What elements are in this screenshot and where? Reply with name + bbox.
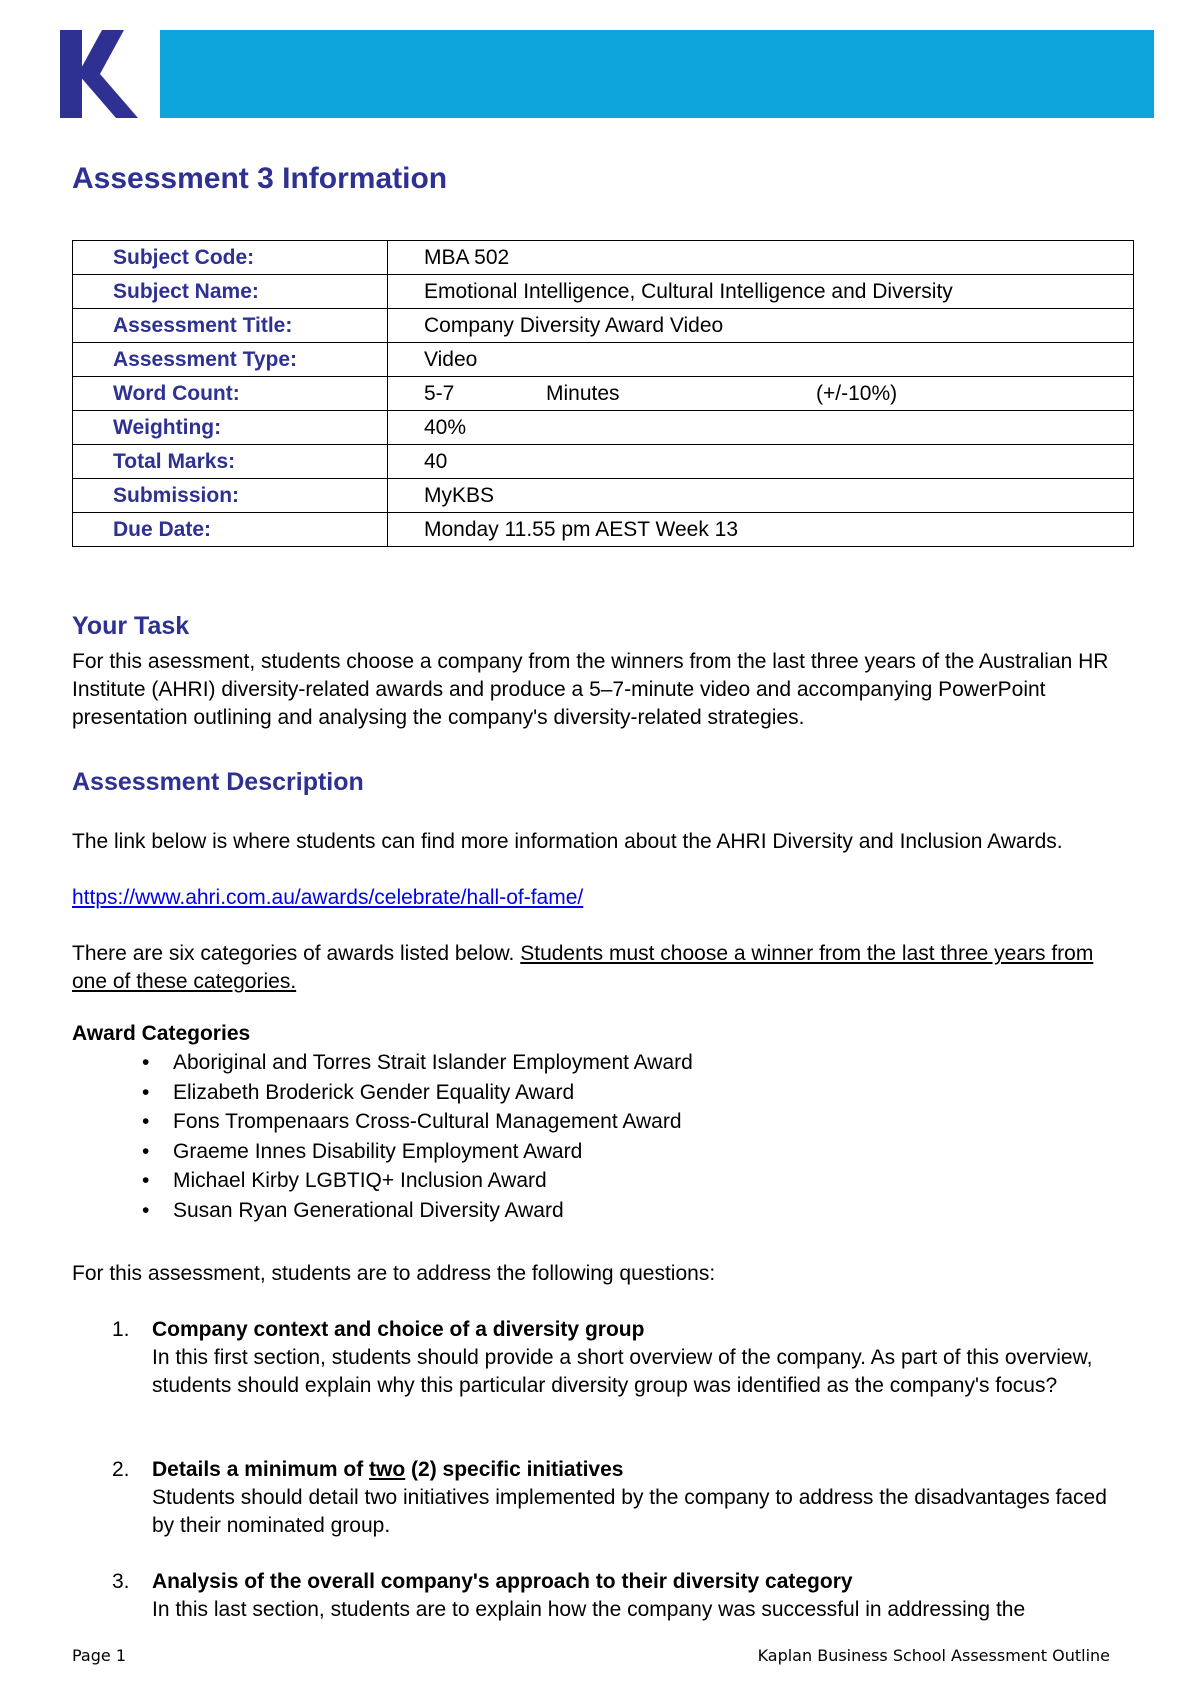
table-row (73, 445, 1134, 479)
footer-organisation: Kaplan Business School Assessment Outline (757, 1646, 1110, 1665)
question-body: In this first section, students should provide a short overview of the company. As part of this overview, students should explain why this particular diversity group was identified as the company's focus? (152, 1346, 1093, 1397)
table-row (73, 275, 1134, 309)
your-task-text: For this asessment, students choose a company from the winners from the last three years of the Australian HR Institute (AHRI) diversity-related awards and produce a 5–7-minute video and accompanying PowerPoint presentation outlining and analysing the company's diversity-related strategies. (72, 650, 1109, 729)
question-body: In this last section, students are to explain how the company was successful in addressing the (152, 1598, 1026, 1621)
question-title (152, 1456, 1134, 1484)
assessment-type-value: Video (388, 343, 1134, 377)
assessment-title-value: Company Diversity Award Video (388, 309, 1134, 343)
question-number: 2. (112, 1458, 130, 1481)
list-item: • Elizabeth Broderick Gender Equality Award (72, 1078, 693, 1108)
word-count-tolerance: (+/-10%) (816, 381, 898, 405)
question-number: 3. (112, 1570, 130, 1593)
weighting-label: Weighting: (73, 411, 388, 445)
questions-intro: For this assessment, students are to address the following questions: (72, 1262, 716, 1285)
total-marks-value: 40 (388, 445, 1134, 479)
table-row (73, 513, 1134, 547)
award-categories-heading: Award Categories (72, 1022, 251, 1045)
list-item: • Graeme Innes Disability Employment Award (72, 1137, 693, 1167)
question-title: Company context and choice of a diversity group (152, 1318, 645, 1341)
your-task-heading: Your Task (72, 612, 190, 640)
question-item (72, 1316, 1134, 1400)
categories-intro: There are six categories of awards listed below. (72, 942, 515, 965)
assessment-description-heading: Assessment Description (72, 768, 364, 796)
list-item: • Aboriginal and Torres Strait Islander Employment Award (72, 1048, 693, 1078)
ahri-hall-of-fame-link[interactable]: https://www.ahri.com.au/awards/celebrate/hall-of-fame/ (72, 886, 584, 909)
weighting-value: 40% (388, 411, 1134, 445)
award-categories-list (72, 1048, 693, 1225)
list-item: • Michael Kirby LGBTIQ+ Inclusion Award (72, 1166, 693, 1196)
footer-page-number: Page 1 (72, 1646, 126, 1665)
kaplan-logo (60, 30, 148, 118)
submission-label: Submission: (73, 479, 388, 513)
description-intro: The link below is where students can find more information about the AHRI Diversity and Inclusion Awards. (72, 830, 1063, 853)
assessment-title-label: Assessment Title: (73, 309, 388, 343)
question-title-post: (2) specific initiatives (405, 1458, 624, 1481)
question-title: Analysis of the overall company's approach to their diversity category (152, 1570, 853, 1593)
submission-value: MyKBS (388, 479, 1134, 513)
table-row (73, 309, 1134, 343)
total-marks-label: Total Marks: (73, 445, 388, 479)
question-number: 1. (112, 1318, 130, 1341)
table-row (73, 343, 1134, 377)
subject-name-label: Subject Name: (73, 275, 388, 309)
table-row (73, 411, 1134, 445)
header-banner (160, 30, 1154, 118)
word-count-label: Word Count: (73, 377, 388, 411)
logo-arrow-bottom (78, 74, 138, 118)
logo-arrow-top (78, 30, 124, 74)
question-item (72, 1568, 1134, 1624)
table-row (73, 377, 1134, 411)
question-title-pre: Details a minimum of (152, 1458, 370, 1481)
word-count-unit: Minutes (546, 381, 620, 405)
question-item (72, 1456, 1134, 1540)
list-item: • Susan Ryan Generational Diversity Award (72, 1196, 693, 1226)
due-date-value: Monday 11.55 pm AEST Week 13 (388, 513, 1134, 547)
table-row (73, 479, 1134, 513)
categories-instruction: Students must choose a winner from the last three years from one of these categories. (72, 942, 1094, 993)
subject-name-value: Emotional Intelligence, Cultural Intelligence and Diversity (388, 275, 1134, 309)
question-title-emphasis: two (369, 1458, 406, 1481)
word-count-value: 5-7 (424, 381, 455, 405)
due-date-label: Due Date: (73, 513, 388, 547)
assessment-type-label: Assessment Type: (73, 343, 388, 377)
categories-text (72, 940, 1134, 996)
question-body: Students should detail two initiatives implemented by the company to address the disadvantages faced by their nominated group. (152, 1486, 1107, 1537)
word-count-cell (388, 377, 1134, 411)
table-row (73, 241, 1134, 275)
list-item: • Fons Trompenaars Cross-Cultural Management Award (72, 1107, 693, 1137)
page-title: Assessment 3 Information (72, 162, 448, 195)
subject-code-value: MBA 502 (388, 241, 1134, 275)
subject-code-label: Subject Code: (73, 241, 388, 275)
assessment-info-table (72, 240, 1134, 547)
